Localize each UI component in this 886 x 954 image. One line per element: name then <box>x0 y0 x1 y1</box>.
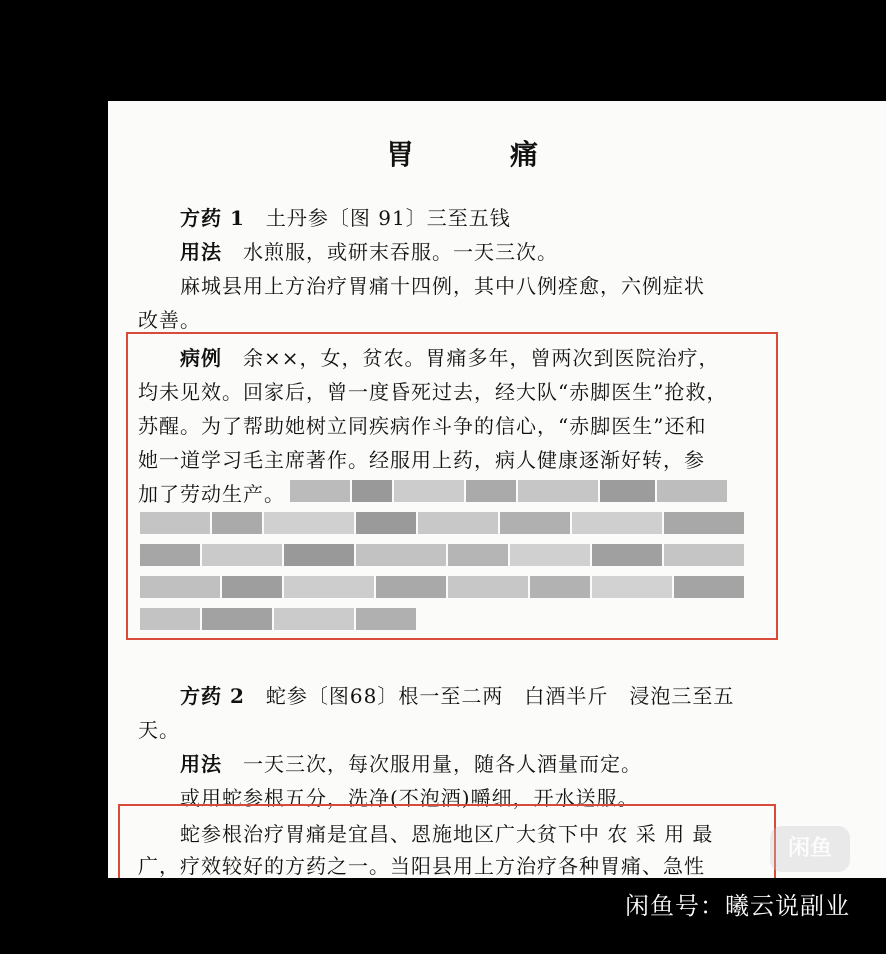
recipe1-usage <box>180 236 558 265</box>
recipe2-box-line2: 广，疗效较好的方药之一。当阳县用上方治疗各种胃痛、急性 <box>138 854 705 878</box>
recipe2-usage-label: 用法 <box>180 752 222 776</box>
recipe2-usage-text: 一天三次，每次服用量，随各人酒量而定。 <box>243 752 642 776</box>
redacted-blur-3 <box>140 544 752 566</box>
case-line1-text: 余××，女，贫农。胃痛多年，曾两次到医院治疗， <box>243 346 720 370</box>
watermark-text: 闲鱼号：曦云说副业 <box>625 892 850 920</box>
case-line4: 她一道学习毛主席著作。经服用上药，病人健康逐渐好转，参 <box>138 448 705 472</box>
recipe1-line <box>180 202 511 231</box>
recipe2-usage <box>180 748 642 777</box>
case-line3: 苏醒。为了帮助她树立同疾病作斗争的信心，“赤脚医生”还和 <box>138 414 707 438</box>
recipe2-line <box>180 680 734 709</box>
xianyu-logo-icon: 闲鱼 <box>770 826 850 872</box>
recipe1-note-line2: 改善。 <box>138 308 201 332</box>
redacted-blur-2 <box>140 512 752 534</box>
recipe1-usage-text: 水煎服，或研末吞服。一天三次。 <box>243 240 558 264</box>
case-label: 病例 <box>180 346 222 370</box>
recipe2-label: 方药 2 <box>180 684 245 708</box>
top-black-bar <box>0 0 886 101</box>
recipe1-note-line1: 麻城县用上方治疗胃痛十四例，其中八例痊愈，六例症状 <box>180 274 705 298</box>
recipe1-text: 土丹参〔图 91〕三至五钱 <box>265 206 511 230</box>
redacted-blur-1 <box>290 480 750 502</box>
recipe1-usage-label: 用法 <box>180 240 222 264</box>
recipe2-box-line1: 蛇参根治疗胃痛是宜昌、恩施地区广大贫下中 农 采 用 最 <box>180 822 714 846</box>
recipe2-line2: 天。 <box>138 718 180 742</box>
recipe2-text: 蛇参〔图68〕根一至二两 白酒半斤 浸泡三至五 <box>265 684 735 708</box>
recipe1-label: 方药 1 <box>180 206 245 230</box>
recipe2-alt-line: 或用蛇参根五分，洗净(不泡酒)嚼细，开水送服。 <box>180 786 639 810</box>
case-line2: 均未见效。回家后，曾一度昏死过去，经大队“赤脚医生”抢救， <box>138 380 728 404</box>
page-title: 胃 痛 <box>386 138 573 171</box>
redacted-blur-4 <box>140 576 752 598</box>
case-line1 <box>180 342 720 371</box>
case-line5: 加了劳动生产。 <box>138 482 285 506</box>
redacted-blur-5 <box>140 608 420 630</box>
